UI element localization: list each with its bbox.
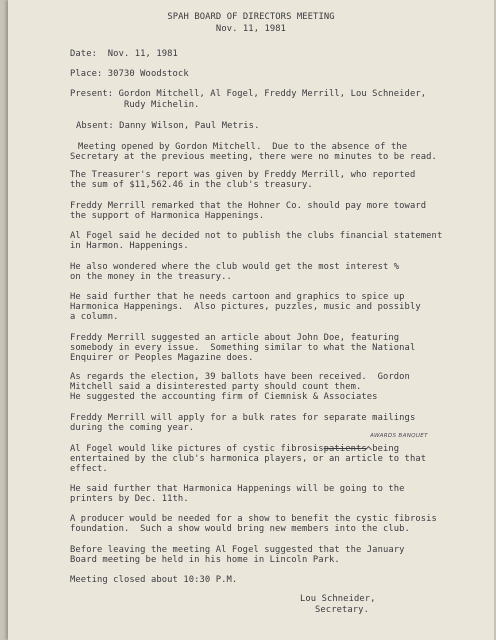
paragraph-line: Board meeting be held in his home in Lincoln Park. bbox=[70, 555, 340, 565]
paragraph-line: the sum of $11,562.46 in the club's treasury. bbox=[70, 180, 313, 190]
signature-title: Secretary. bbox=[315, 605, 369, 615]
paragraph-line: Secretary at the previous meeting, there were no minutes to be read. bbox=[70, 152, 437, 162]
meeting-place: Place: 30730 Woodstock bbox=[70, 69, 189, 79]
paragraph-line: The Treasurer's report was given by Freddy Merrill, who reported bbox=[70, 170, 416, 180]
attendees-present-line-2: Rudy Michelin. bbox=[124, 100, 200, 110]
document-date: Nov. 11, 1981 bbox=[215, 24, 287, 34]
meeting-date: Date: Nov. 11, 1981 bbox=[70, 49, 178, 59]
paragraph-line: somebody in every issue. Something similar to what the National bbox=[70, 343, 416, 353]
paragraph-line: Enquirer or Peoples Magazine does. bbox=[70, 353, 254, 363]
signature-name: Lou Schneider, bbox=[300, 594, 376, 604]
paragraph-line: He said further that Harmonica Happenings will be going to the bbox=[70, 484, 405, 494]
paragraph-line: Meeting opened by Gordon Mitchell. Due to the absence of the bbox=[78, 142, 408, 152]
paragraph-text: Al Fogel would like pictures of cystic fibrosis bbox=[70, 444, 324, 454]
paragraph-line: Meeting closed about 10:30 P.M. bbox=[70, 575, 238, 585]
meeting-minutes-document bbox=[8, 0, 494, 640]
paragraph-line: He suggested the accounting firm of Ciemnisk & Associates bbox=[70, 392, 378, 402]
paragraph-line: in Harmon. Happenings. bbox=[70, 241, 189, 251]
handwritten-annotation: AWARDS BANQUET bbox=[370, 433, 428, 439]
paragraph-line: Freddy Merrill suggested an article about John Doe, featuring bbox=[70, 333, 400, 343]
paragraph-text: being bbox=[366, 444, 400, 454]
paragraph-line: He also wondered where the club would get the most interest % bbox=[70, 262, 400, 272]
paragraph-line-with-correction bbox=[70, 444, 399, 454]
paragraph-line: Harmonica Happenings. Also pictures, puzzles, music and possibly bbox=[70, 302, 421, 312]
paragraph-line: effect. bbox=[70, 464, 108, 474]
paragraph-line: Freddy Merrill remarked that the Hohner Co. should pay more toward bbox=[70, 201, 427, 211]
paragraph-line: As regards the election, 39 ballots have been received. Gordon bbox=[70, 372, 410, 382]
attendees-absent: Absent: Danny Wilson, Paul Metris. bbox=[76, 121, 260, 131]
paragraph-line: Before leaving the meeting Al Fogel suggested that the January bbox=[70, 545, 405, 555]
paragraph-line: during the coming year. bbox=[70, 423, 195, 433]
paragraph-line: a column. bbox=[70, 312, 119, 322]
document-title: SPAH BOARD OF DIRECTORS MEETING bbox=[167, 12, 335, 22]
paragraph-line: A producer would be needed for a show to benefit the cystic fibrosis bbox=[70, 514, 437, 524]
struck-out-word: patients bbox=[323, 444, 367, 454]
attendees-present-line-1: Present: Gordon Mitchell, Al Fogel, Freddy Merrill, Lou Schneider, bbox=[70, 89, 427, 99]
paragraph-line: entertained by the club's harmonica players, or an article to that bbox=[70, 454, 427, 464]
paper-sheet bbox=[8, 0, 494, 640]
paragraph-line: printers by Dec. 11th. bbox=[70, 494, 189, 504]
paragraph-line: foundation. Such a show would bring new members into the club. bbox=[70, 524, 410, 534]
paragraph-line: He said further that he needs cartoon and graphics to spice up bbox=[70, 292, 405, 302]
paragraph-line: Freddy Merrill will apply for a bulk rates for separate mailings bbox=[70, 413, 416, 423]
paragraph-line: on the money in the treasury.. bbox=[70, 272, 232, 282]
paragraph-line: Al Fogel said he decided not to publish the clubs financial statement bbox=[70, 231, 443, 241]
paragraph-line: Mitchell said a disinterested party should count them. bbox=[70, 382, 362, 392]
paragraph-line: the support of Harmonica Happenings. bbox=[70, 211, 265, 221]
